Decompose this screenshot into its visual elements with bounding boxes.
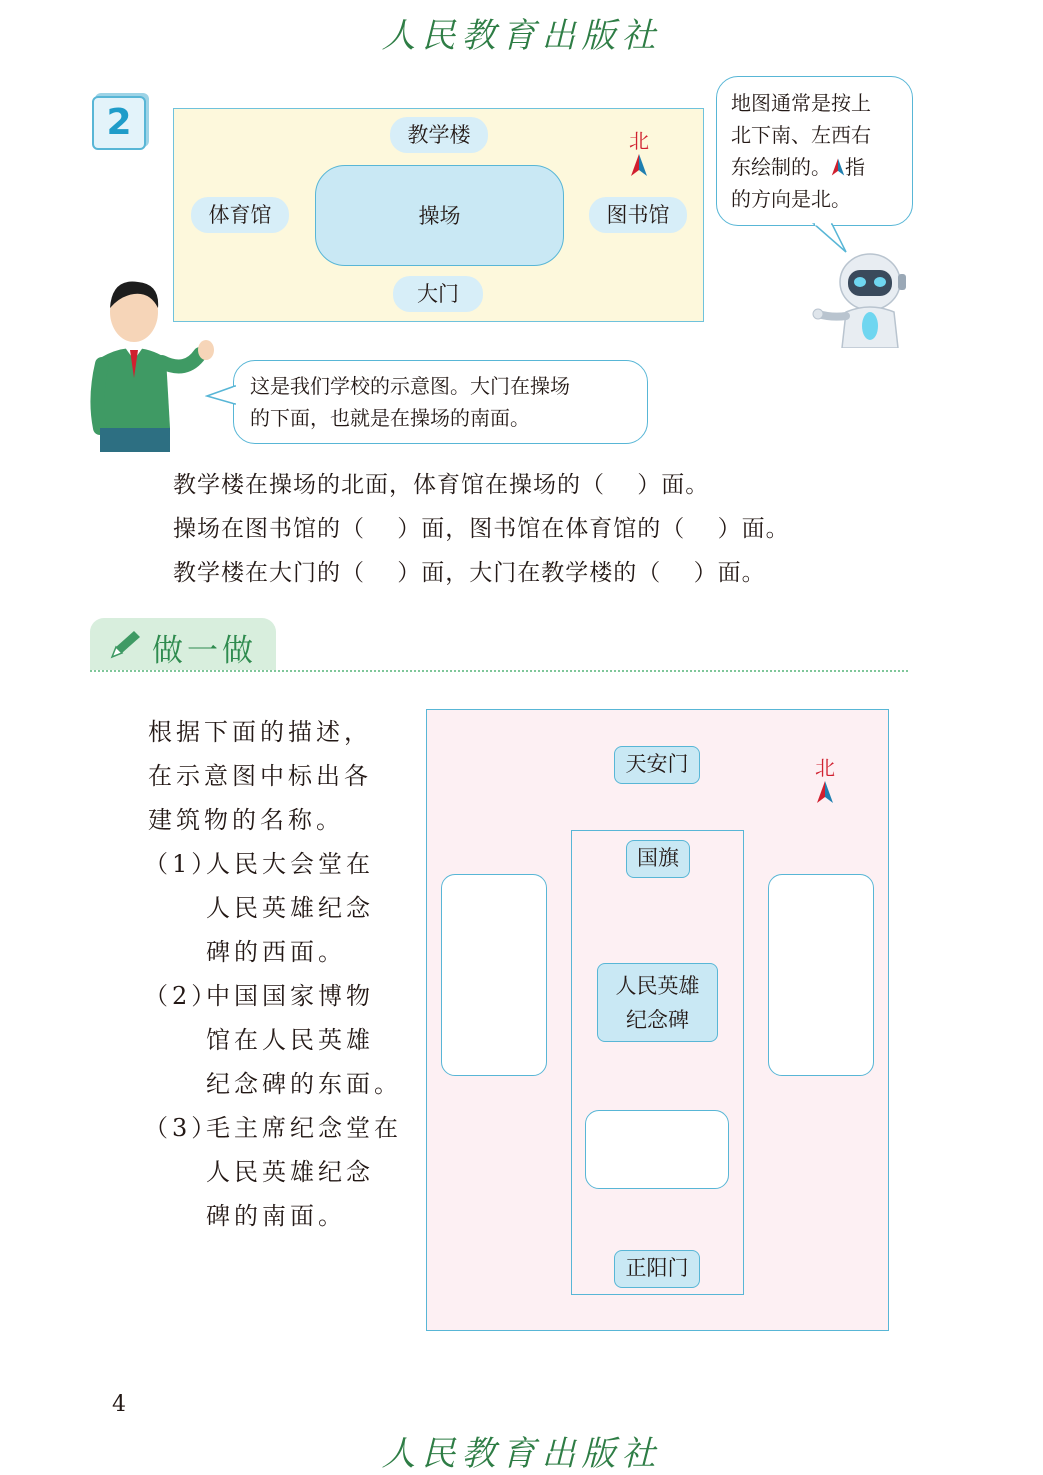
north-indicator bbox=[624, 125, 654, 176]
item-2-row bbox=[144, 974, 402, 1018]
pencil-icon bbox=[106, 627, 144, 661]
item-2-line-1: 中国国家博物 bbox=[206, 982, 374, 1010]
blank-box-west[interactable] bbox=[441, 874, 547, 1076]
boy-illustration bbox=[90, 278, 218, 454]
tiananmen-label: 天安门 bbox=[614, 746, 700, 784]
item-2-line-3: 纪念碑的东面。 bbox=[206, 1070, 402, 1098]
north-arrow-icon bbox=[630, 154, 648, 176]
question-line-3: 教学楼在大门的（ ）面，大门在教学楼的（ ）面。 bbox=[173, 560, 766, 586]
item-3-line-3: 碑的南面。 bbox=[206, 1202, 346, 1230]
boy-speech-bubble bbox=[233, 360, 648, 444]
north-arrow-icon bbox=[816, 781, 834, 803]
item-2-marker: （2） bbox=[144, 982, 220, 1010]
north-arrow-icon bbox=[831, 158, 845, 176]
blank-box-south[interactable] bbox=[585, 1110, 729, 1189]
publisher-logo-top: 人民教育出版社 bbox=[381, 16, 662, 56]
library-label: 图书馆 bbox=[589, 197, 687, 233]
publisher-logo-bottom: 人民教育出版社 bbox=[381, 1434, 662, 1474]
zhengyangmen-label: 正阳门 bbox=[614, 1250, 700, 1288]
playground-label: 操场 bbox=[315, 165, 564, 266]
problem-number: 2 bbox=[92, 96, 146, 150]
item-3-marker: （3） bbox=[144, 1114, 220, 1142]
boy-bubble-tail bbox=[205, 384, 237, 410]
item-2 bbox=[144, 974, 402, 1106]
item-3 bbox=[144, 1106, 402, 1238]
blank-box-east[interactable] bbox=[768, 874, 874, 1076]
monument-label-line-2: 纪念碑 bbox=[626, 1008, 689, 1032]
question-line-2: 操场在图书馆的（ ）面，图书馆在体育馆的（ ）面。 bbox=[173, 516, 790, 542]
item-3-row bbox=[144, 1106, 402, 1150]
question-line-1: 教学楼在操场的北面，体育馆在操场的（ ）面。 bbox=[173, 472, 710, 498]
monument-label bbox=[597, 963, 718, 1042]
robot-bubble-line-3-text: 东绘制的。 bbox=[731, 155, 831, 179]
square-center-area bbox=[571, 830, 744, 1295]
robot-bubble-line-3 bbox=[731, 151, 912, 183]
robot-bubble-line-2: 北下南、左西右 bbox=[731, 123, 871, 147]
north-label: 北 bbox=[815, 756, 835, 780]
item-1-line-1: 人民大会堂在 bbox=[206, 850, 374, 878]
item-1-line-2: 人民英雄纪念 bbox=[206, 894, 374, 922]
description-line-3: 建筑物的名称。 bbox=[148, 806, 344, 834]
section-divider bbox=[90, 670, 908, 672]
robot-illustration bbox=[812, 244, 908, 348]
item-3-line-1: 毛主席纪念堂在 bbox=[206, 1114, 402, 1142]
item-1-marker: （1） bbox=[144, 850, 220, 878]
item-2-line-2: 馆在人民英雄 bbox=[206, 1026, 374, 1054]
teaching-building-label: 教学楼 bbox=[390, 117, 488, 153]
robot-bubble-line-1: 地图通常是按上 bbox=[731, 91, 871, 115]
flag-label: 国旗 bbox=[626, 840, 690, 878]
description-line-2: 在示意图中标出各 bbox=[148, 762, 372, 790]
item-3-line-2: 人民英雄纪念 bbox=[206, 1158, 374, 1186]
north-label: 北 bbox=[629, 129, 649, 153]
task-description bbox=[148, 710, 372, 842]
item-1 bbox=[144, 842, 374, 974]
monument-label-line-1: 人民英雄 bbox=[615, 974, 700, 998]
description-line-1: 根据下面的描述， bbox=[148, 718, 372, 746]
gym-label: 体育馆 bbox=[191, 197, 289, 233]
item-1-row bbox=[144, 842, 374, 886]
boy-bubble-line-1: 这是我们学校的示意图。大门在操场 bbox=[250, 374, 570, 398]
robot-speech-bubble bbox=[716, 76, 913, 226]
robot-bubble-trailing: 指 bbox=[845, 155, 865, 179]
boy-bubble-line-2: 的下面，也就是在操场的南面。 bbox=[250, 406, 530, 430]
north-indicator bbox=[810, 752, 840, 803]
gate-label: 大门 bbox=[393, 276, 483, 312]
do-section-title: 做一做 bbox=[152, 633, 257, 669]
robot-bubble-line-4: 的方向是北。 bbox=[731, 187, 851, 211]
page-number: 4 bbox=[112, 1392, 126, 1417]
item-1-line-3: 碑的西面。 bbox=[206, 938, 346, 966]
